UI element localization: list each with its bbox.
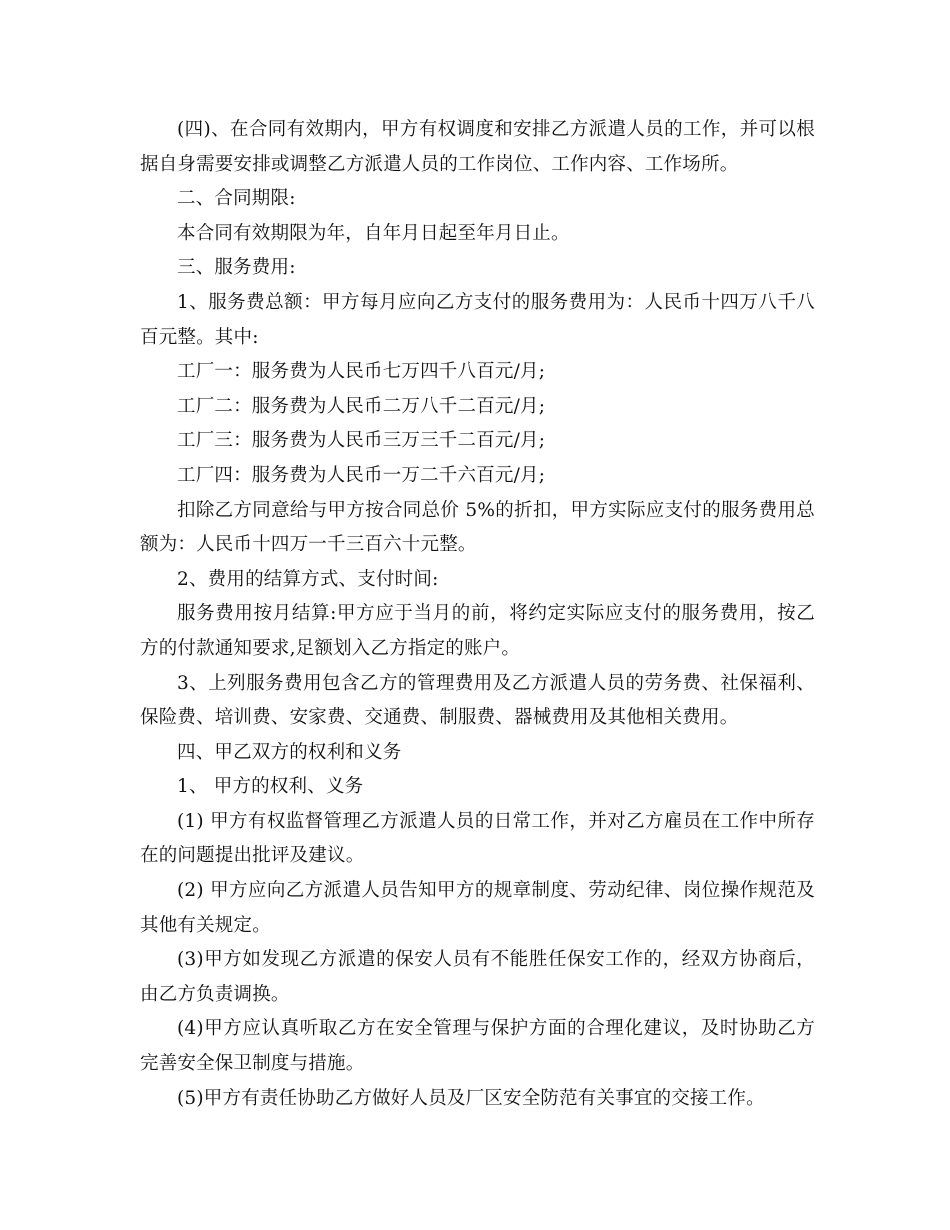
obligation-item: (1) 甲方有权监督管理乙方派遣人员的日常工作，并对乙方雇员在工作中所存在的问题提出批评及建议。 <box>140 810 815 867</box>
document-body <box>140 113 815 1116</box>
obligation-item: (4)甲方应认真听取乙方在安全管理与保护方面的合理化建议，及时协助乙方完善安全保卫制度与措施。 <box>140 1018 815 1075</box>
discount-paragraph: 扣除乙方同意给与甲方按合同总价 5%的折扣，甲方实际应支付的服务费用总额为：人民币十四万一千三百六十元整。 <box>140 499 815 556</box>
section-heading-fees: 三、服务费用: <box>177 257 296 279</box>
factory-fee-line: 工厂三：服务费为人民币三万三千二百元/月; <box>177 430 546 452</box>
settlement-paragraph: 服务费用按月结算:甲方应于当月的前，将约定实际应支付的服务费用，按乙方的付款通知要求,足额划入乙方指定的账户。 <box>140 603 815 659</box>
section-heading-rights: 四、甲乙双方的权利和义务 <box>177 741 402 763</box>
settlement-heading: 2、费用的结算方式、支付时间: <box>177 568 439 590</box>
fee-scope-paragraph: 3、上列服务费用包含乙方的管理费用及乙方派遣人员的劳务费、社保福利、保险费、培训费、安家费、交通费、制服费、器械费用及其他相关费用。 <box>140 672 815 729</box>
term-paragraph: 本合同有效期限为年，自年月日起至年月日止。 <box>177 222 570 244</box>
obligation-item: (3)甲方如发现乙方派遣的保安人员有不能胜任保安工作的，经双方协商后，由乙方负责调换。 <box>140 949 815 1005</box>
obligation-item: (5)甲方有责任协助乙方做好人员及厂区安全防范有关事宜的交接工作。 <box>177 1087 765 1109</box>
obligation-item: (2) 甲方应向乙方派遣人员告知甲方的规章制度、劳动纪律、岗位操作规范及其他有关规定。 <box>140 880 815 936</box>
factory-fee-line: 工厂四：服务费为人民币一万二千六百元/月; <box>177 464 546 486</box>
factory-fee-line: 工厂一：服务费为人民币七万四千八百元/月; <box>177 361 546 383</box>
factory-fee-line: 工厂二：服务费为人民币二万八千二百元/月; <box>177 395 546 417</box>
section-heading-term: 二、合同期限: <box>177 188 296 210</box>
subsection-heading-party-a: 1、 甲方的权利、义务 <box>177 776 364 798</box>
fee-total-paragraph: 1、服务费总额：甲方每月应向乙方支付的服务费用为：人民币十四万八千八百元整。其中: <box>140 291 815 348</box>
clause-paragraph: (四)、在合同有效期内，甲方有权调度和安排乙方派遣人员的工作，并可以根据自身需要安排或调整乙方派遣人员的工作岗位、工作内容、工作场所。 <box>140 119 815 175</box>
